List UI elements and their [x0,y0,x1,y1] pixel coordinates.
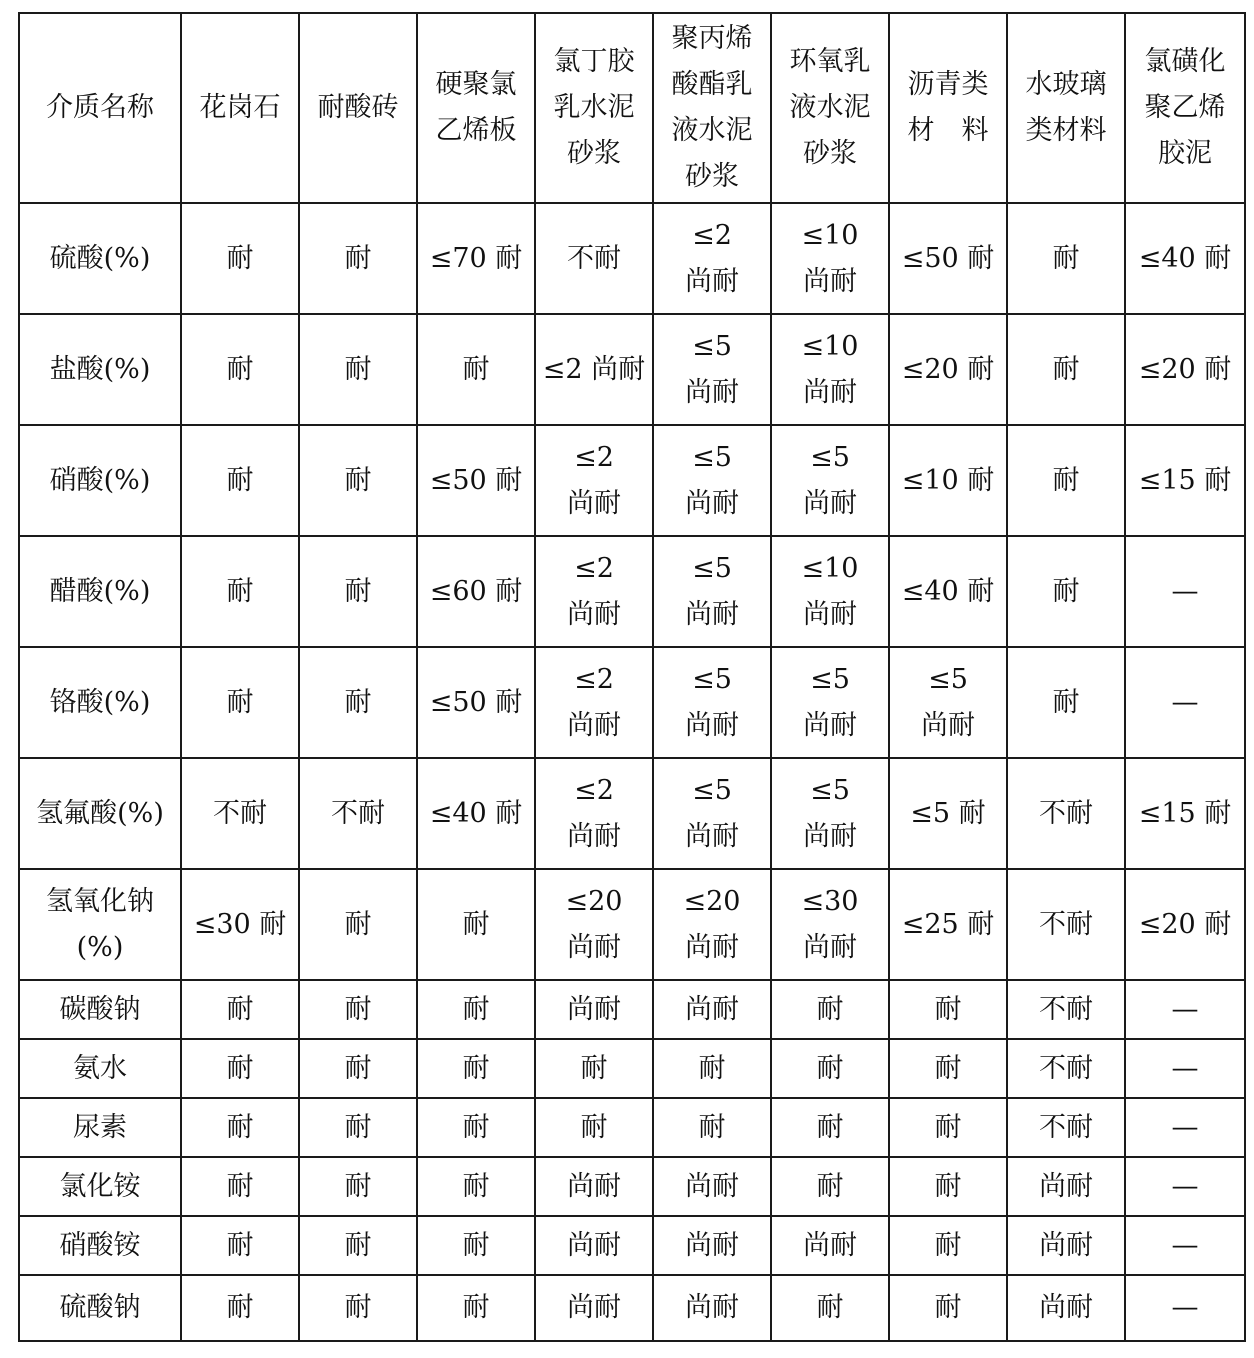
resistance-cell: 耐 [299,1216,417,1275]
resistance-cell: 耐 [771,1039,889,1098]
resistance-cell: — [1125,1098,1245,1157]
resistance-cell: — [1125,1275,1245,1341]
resistance-cell: ≤30 尚耐 [771,869,889,980]
resistance-cell: 尚耐 [653,1216,771,1275]
medium-name-cell: 硝酸铵 [19,1216,181,1275]
resistance-cell: 耐 [299,536,417,647]
resistance-cell: 耐 [1007,314,1125,425]
resistance-cell: ≤20 耐 [1125,869,1245,980]
resistance-cell: 耐 [417,1098,535,1157]
resistance-cell: ≤60 耐 [417,536,535,647]
header-material: 耐酸砖 [299,13,417,203]
resistance-cell: ≤20 耐 [889,314,1007,425]
header-row [19,13,1245,203]
resistance-cell: — [1125,1216,1245,1275]
resistance-cell: ≤10 耐 [889,425,1007,536]
resistance-cell: ≤5 尚耐 [653,758,771,869]
header-material: 水玻璃 类材料 [1007,13,1125,203]
header-material: 沥青类 材 料 [889,13,1007,203]
resistance-cell: 耐 [1007,536,1125,647]
resistance-cell: ≤25 耐 [889,869,1007,980]
resistance-cell: ≤15 耐 [1125,758,1245,869]
resistance-cell: 耐 [1007,425,1125,536]
resistance-cell: 不耐 [1007,980,1125,1039]
resistance-cell: ≤5 尚耐 [889,647,1007,758]
resistance-cell: 耐 [181,425,299,536]
resistance-cell: ≤2 尚耐 [653,203,771,314]
medium-name-cell: 盐酸(%) [19,314,181,425]
resistance-cell: ≤5 尚耐 [653,536,771,647]
resistance-cell: 耐 [417,1157,535,1216]
medium-name-cell: 氯化铵 [19,1157,181,1216]
resistance-cell: 耐 [181,314,299,425]
resistance-cell: 尚耐 [535,1216,653,1275]
medium-name-cell: 硫酸(%) [19,203,181,314]
resistance-cell: 耐 [299,1098,417,1157]
table-row [19,647,1245,758]
resistance-cell: 耐 [771,1157,889,1216]
resistance-cell: ≤5 尚耐 [771,758,889,869]
resistance-cell: 耐 [181,1157,299,1216]
header-material: 硬聚氯 乙烯板 [417,13,535,203]
resistance-cell: 耐 [417,980,535,1039]
medium-name-cell: 氢氧化钠 (%) [19,869,181,980]
resistance-cell: 耐 [181,536,299,647]
medium-name-cell: 氢氟酸(%) [19,758,181,869]
resistance-cell: 耐 [299,869,417,980]
resistance-cell: ≤5 尚耐 [653,425,771,536]
header-medium-name: 介质名称 [19,13,181,203]
resistance-cell: ≤5 耐 [889,758,1007,869]
resistance-cell: 耐 [417,314,535,425]
resistance-cell: 耐 [771,1275,889,1341]
table-row [19,1275,1245,1341]
resistance-cell: 耐 [299,203,417,314]
resistance-cell: 尚耐 [1007,1216,1125,1275]
resistance-cell: ≤50 耐 [889,203,1007,314]
resistance-cell: 尚耐 [653,980,771,1039]
resistance-cell: ≤5 尚耐 [771,425,889,536]
medium-name-cell: 碳酸钠 [19,980,181,1039]
resistance-cell: 耐 [1007,203,1125,314]
resistance-cell: 耐 [181,980,299,1039]
table-row [19,980,1245,1039]
medium-name-cell: 醋酸(%) [19,536,181,647]
resistance-cell: 耐 [299,1275,417,1341]
resistance-cell: 不耐 [1007,1098,1125,1157]
resistance-cell: 尚耐 [535,980,653,1039]
resistance-cell: 耐 [181,1216,299,1275]
resistance-cell: 耐 [299,1039,417,1098]
chemical-resistance-table [18,12,1246,1342]
resistance-cell: 耐 [653,1098,771,1157]
resistance-cell: 耐 [181,1039,299,1098]
table-row [19,536,1245,647]
resistance-cell: — [1125,647,1245,758]
resistance-cell: 耐 [181,203,299,314]
resistance-cell: 耐 [889,1039,1007,1098]
resistance-cell: 耐 [771,1098,889,1157]
resistance-cell: 耐 [417,1039,535,1098]
resistance-cell: 耐 [535,1039,653,1098]
resistance-cell: 尚耐 [1007,1275,1125,1341]
resistance-cell: 耐 [299,425,417,536]
table-row [19,869,1245,980]
resistance-cell: ≤70 耐 [417,203,535,314]
resistance-cell: ≤10 尚耐 [771,314,889,425]
resistance-cell: 不耐 [1007,869,1125,980]
resistance-cell: 耐 [417,869,535,980]
resistance-cell: ≤40 耐 [417,758,535,869]
table-row [19,1216,1245,1275]
resistance-cell: 耐 [889,1216,1007,1275]
resistance-cell: 尚耐 [771,1216,889,1275]
table-body [19,203,1245,1341]
table-row [19,758,1245,869]
resistance-cell: ≤15 耐 [1125,425,1245,536]
header-material: 聚丙烯 酸酯乳 液水泥 砂浆 [653,13,771,203]
table-row [19,1157,1245,1216]
resistance-cell: ≤10 尚耐 [771,203,889,314]
resistance-cell: ≤5 尚耐 [771,647,889,758]
resistance-cell: ≤50 耐 [417,425,535,536]
resistance-cell: ≤2 尚耐 [535,647,653,758]
medium-name-cell: 硝酸(%) [19,425,181,536]
resistance-cell: 耐 [299,980,417,1039]
resistance-cell: 耐 [299,314,417,425]
resistance-cell: 耐 [299,647,417,758]
resistance-cell: ≤50 耐 [417,647,535,758]
resistance-cell: ≤40 耐 [1125,203,1245,314]
medium-name-cell: 氨水 [19,1039,181,1098]
resistance-cell: ≤2 尚耐 [535,536,653,647]
header-material: 花岗石 [181,13,299,203]
table-row [19,425,1245,536]
resistance-cell: 不耐 [1007,1039,1125,1098]
resistance-cell: — [1125,980,1245,1039]
resistance-cell: 耐 [889,1275,1007,1341]
resistance-cell: ≤10 尚耐 [771,536,889,647]
resistance-cell: ≤20 尚耐 [653,869,771,980]
resistance-cell: ≤2 尚耐 [535,314,653,425]
resistance-cell: 尚耐 [1007,1157,1125,1216]
header-material: 环氧乳 液水泥 砂浆 [771,13,889,203]
resistance-cell: 耐 [181,1275,299,1341]
resistance-cell: 不耐 [181,758,299,869]
resistance-cell: ≤20 尚耐 [535,869,653,980]
resistance-cell: 尚耐 [653,1275,771,1341]
resistance-cell: 耐 [653,1039,771,1098]
resistance-cell: ≤40 耐 [889,536,1007,647]
resistance-cell: 耐 [889,1098,1007,1157]
header-material: 氯磺化 聚乙烯 胶泥 [1125,13,1245,203]
resistance-cell: 尚耐 [653,1157,771,1216]
table-row [19,203,1245,314]
table-row [19,314,1245,425]
medium-name-cell: 硫酸钠 [19,1275,181,1341]
resistance-cell: ≤5 尚耐 [653,314,771,425]
table-row [19,1039,1245,1098]
header-material: 氯丁胶 乳水泥 砂浆 [535,13,653,203]
resistance-cell: ≤2 尚耐 [535,425,653,536]
resistance-cell: 耐 [535,1098,653,1157]
resistance-cell: 耐 [1007,647,1125,758]
resistance-cell: 尚耐 [535,1157,653,1216]
medium-name-cell: 铬酸(%) [19,647,181,758]
resistance-cell: 耐 [417,1275,535,1341]
resistance-cell: ≤30 耐 [181,869,299,980]
resistance-cell: 不耐 [1007,758,1125,869]
table-row [19,1098,1245,1157]
resistance-cell: 耐 [889,1157,1007,1216]
resistance-cell: ≤20 耐 [1125,314,1245,425]
resistance-cell: — [1125,1157,1245,1216]
resistance-cell: 不耐 [535,203,653,314]
resistance-cell: ≤2 尚耐 [535,758,653,869]
resistance-cell: 尚耐 [535,1275,653,1341]
resistance-cell: 耐 [417,1216,535,1275]
resistance-cell: 耐 [299,1157,417,1216]
resistance-cell: 耐 [181,1098,299,1157]
resistance-cell: — [1125,536,1245,647]
resistance-cell: — [1125,1039,1245,1098]
resistance-cell: 耐 [889,980,1007,1039]
resistance-cell: 不耐 [299,758,417,869]
resistance-cell: ≤5 尚耐 [653,647,771,758]
medium-name-cell: 尿素 [19,1098,181,1157]
resistance-cell: 耐 [181,647,299,758]
resistance-cell: 耐 [771,980,889,1039]
